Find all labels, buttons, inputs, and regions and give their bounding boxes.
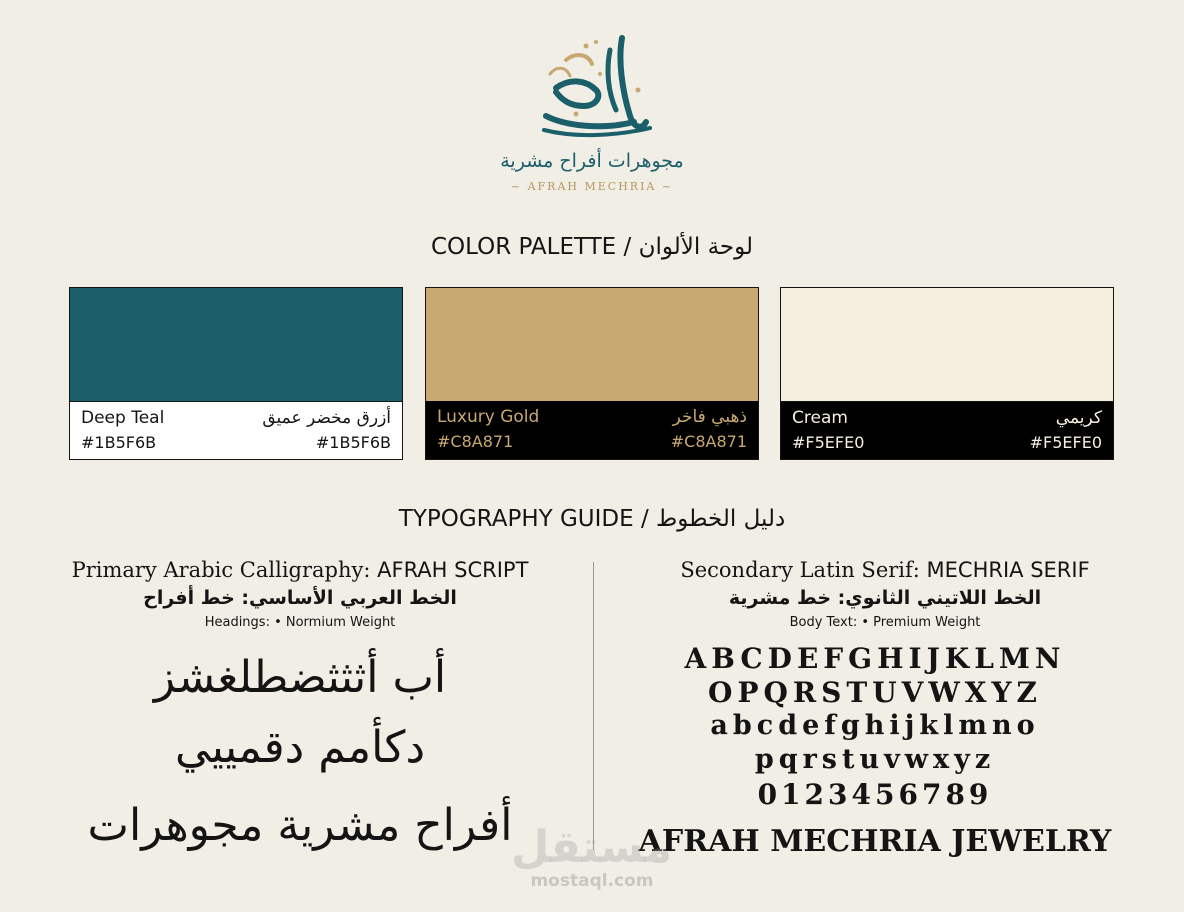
swatch-hex-right: #1B5F6B xyxy=(315,433,391,452)
arabic-sample-line-2: دكأمم دقمييي xyxy=(174,722,426,773)
primary-font-label: Primary Arabic Calligraphy: xyxy=(71,558,378,582)
primary-font-arabic-label: الخط العربي الأساسي: خط أفراح xyxy=(143,587,457,609)
swatch-hex-left: #1B5F6B xyxy=(81,433,157,452)
arabic-sample-line-3: أفراح مشرية مجوهرات xyxy=(87,800,513,851)
logo-arabic-name: مجوهرات أفراح مشرية xyxy=(500,150,684,172)
swatch-name-ar: كريمي xyxy=(1055,408,1102,428)
latin-sample-digits: 0123456789 xyxy=(757,778,993,811)
brand-name-sample: AFRAH MECHRIA JEWELRY xyxy=(638,824,1112,859)
primary-font-heading xyxy=(20,558,580,582)
swatch-hex-right: #C8A871 xyxy=(670,432,747,451)
swatch-deep-teal xyxy=(69,287,403,460)
secondary-font-note: Body Text: • Premium Weight xyxy=(789,615,981,630)
swatch-name-en: Luxury Gold xyxy=(437,407,540,427)
swatch-luxury-gold xyxy=(425,287,759,460)
swatch-color-block xyxy=(70,288,402,402)
swatch-name-ar: ذهبي فاخر xyxy=(672,407,747,427)
primary-font-note: Headings: • Normium Weight xyxy=(204,615,396,630)
column-divider xyxy=(593,562,594,850)
primary-font-name: AFRAH SCRIPT xyxy=(377,558,529,582)
swatch-hex-left: #C8A871 xyxy=(437,432,514,451)
swatch-name-ar: أزرق مخضر عميق xyxy=(262,408,391,428)
secondary-font-label: Secondary Latin Serif: xyxy=(680,558,927,582)
swatch-color-block xyxy=(781,288,1113,402)
secondary-font-heading xyxy=(605,558,1165,582)
secondary-font-arabic-label: الخط اللاتيني الثانوي: خط مشرية xyxy=(728,587,1042,609)
typography-guide-title: TYPOGRAPHY GUIDE / دليل الخطوط xyxy=(398,506,786,532)
swatch-hex-left: #F5EFE0 xyxy=(792,433,865,452)
swatch-color-block xyxy=(426,288,758,401)
latin-sample-uppercase-2: OPQRSTUVWXYZ xyxy=(708,676,1042,709)
secondary-font-name: MECHRIA SERIF xyxy=(926,558,1090,582)
swatch-name-en: Deep Teal xyxy=(81,408,165,428)
watermark-url: mostaql.com xyxy=(530,871,654,891)
latin-sample-lowercase-2: pqrstuvwxyz xyxy=(754,744,996,775)
latin-sample-lowercase-1: abcdefghijklmno xyxy=(710,710,1040,741)
color-palette-title: COLOR PALETTE / لوحة الألوان xyxy=(430,234,754,260)
latin-sample-uppercase-1: ABCDEFGHIJKLMN xyxy=(684,642,1066,675)
calligraphy-logo-mark xyxy=(526,30,662,142)
watermark-arabic: مستقل xyxy=(511,822,672,873)
logo-latin-name: ~ AFRAH MECHRIA ~ xyxy=(510,180,674,193)
swatch-name-en: Cream xyxy=(792,408,848,428)
swatch-cream xyxy=(780,287,1114,460)
swatch-hex-right: #F5EFE0 xyxy=(1029,433,1102,452)
arabic-sample-line-1: أب أثثثضطلغشز xyxy=(153,652,447,703)
